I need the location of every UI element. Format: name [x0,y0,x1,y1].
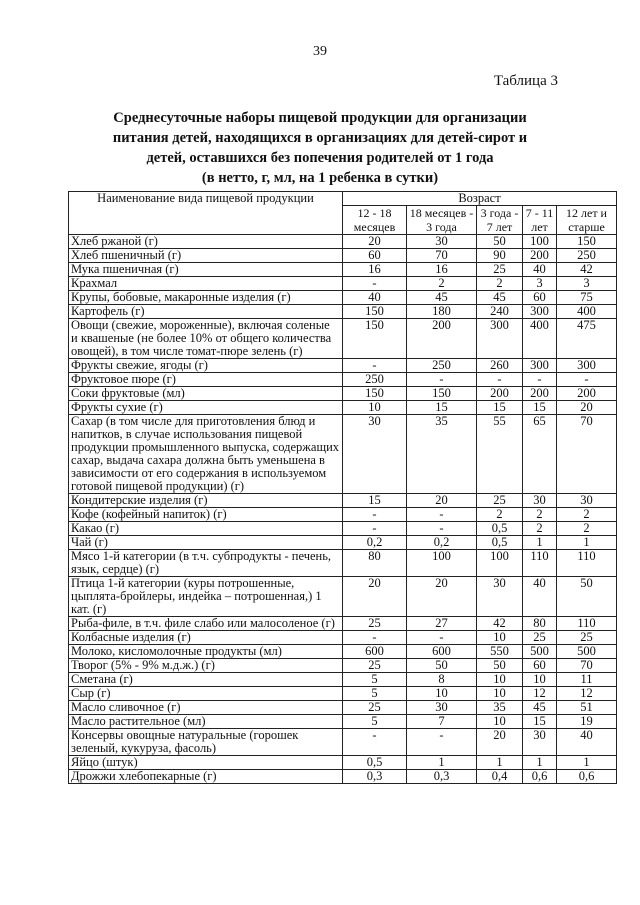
value-cell: 50 [407,659,477,673]
product-name-cell [69,415,343,494]
value-cell: 7 [407,715,477,729]
value-cell: 240 [477,305,523,319]
product-name-cell [69,319,343,359]
value-cell: 45 [523,701,557,715]
value-cell: 30 [557,494,617,508]
table-row [69,373,617,387]
product-name-line: Мука пшеничная (г) [71,262,179,276]
value-cell: 1 [477,756,523,770]
value-cell: - [407,522,477,536]
value-cell: 475 [557,319,617,359]
value-cell: 2 [477,508,523,522]
value-cell: - [407,729,477,756]
value-cell: 200 [477,387,523,401]
value-cell: 40 [523,577,557,617]
value-cell: 150 [407,387,477,401]
value-cell: 150 [557,235,617,249]
product-name-line: Фрукты свежие, ягоды (г) [71,358,208,372]
value-cell: 0,5 [477,536,523,550]
value-cell: 45 [477,291,523,305]
value-cell: 0,2 [407,536,477,550]
value-cell: 70 [557,415,617,494]
product-name-line: Колбасные изделия (г) [71,630,191,644]
value-cell: 3 [557,277,617,291]
title-line: питания детей, находящихся в организациях для детей-сирот и [112,130,528,146]
product-name-line: Консервы овощные натуральные (горошек [71,728,299,742]
title-line: детей, оставшихся без попечения родителей от 1 года [146,150,494,166]
value-cell: 250 [557,249,617,263]
value-cell: 15 [523,715,557,729]
value-cell: 500 [557,645,617,659]
value-cell: 25 [343,701,407,715]
table-row [69,577,617,617]
table-row [69,756,617,770]
value-cell: 1 [407,756,477,770]
product-name-line: Картофель (г) [71,304,145,318]
table-label: Таблица 3 [493,73,558,89]
table-row [69,494,617,508]
value-cell: 20 [557,401,617,415]
value-cell: - [343,277,407,291]
product-name-line: Соки фруктовые (мл) [71,386,185,400]
product-name-line: Хлеб пшеничный (г) [71,248,182,262]
value-cell: 200 [557,387,617,401]
product-name-line: напитков, в случае использования пищевой [71,427,303,441]
product-name-line: Крахмал [71,276,118,290]
table-row [69,687,617,701]
value-cell: 600 [343,645,407,659]
value-cell: 25 [477,494,523,508]
value-cell: 180 [407,305,477,319]
value-cell: - [407,373,477,387]
value-cell: 400 [523,319,557,359]
value-cell: 0,5 [477,522,523,536]
table-row [69,249,617,263]
value-cell: 42 [557,263,617,277]
value-cell: 20 [407,577,477,617]
table-row [69,359,617,373]
value-cell: 40 [343,291,407,305]
header-age: Возраст [343,192,617,206]
table-row [69,631,617,645]
product-name-cell [69,715,343,729]
value-cell: 250 [343,373,407,387]
value-cell: 0,6 [557,770,617,784]
product-name-cell [69,659,343,673]
product-name-line: Масло сливочное (г) [71,700,181,714]
product-name-line: Фруктовое пюре (г) [71,372,176,386]
value-cell: 60 [523,659,557,673]
value-cell: 8 [407,673,477,687]
title-line: Среднесуточные наборы пищевой продукции для организации [113,110,527,126]
header-age-group-line: лет [531,220,548,234]
title-line: (в нетто, г, мл, на 1 ребенка в сутки) [201,170,439,186]
value-cell: 1 [523,756,557,770]
value-cell: 2 [523,522,557,536]
value-cell: 1 [557,536,617,550]
value-cell: 0,3 [407,770,477,784]
value-cell: 110 [523,550,557,577]
product-name-cell [69,508,343,522]
table-row [69,673,617,687]
product-name-line: Яйцо (штук) [71,755,138,769]
product-name-cell [69,729,343,756]
value-cell: 30 [407,235,477,249]
value-cell: 51 [557,701,617,715]
value-cell: 45 [407,291,477,305]
product-name-line: Чай (г) [71,535,108,549]
value-cell: 25 [343,659,407,673]
header-age-group-line: 7 - 11 [525,206,554,220]
value-cell: 300 [477,319,523,359]
value-cell: 90 [477,249,523,263]
product-name-cell [69,550,343,577]
value-cell: 10 [477,631,523,645]
header-age-group-line: 7 лет [486,220,513,234]
product-name-line: Дрожжи хлебопекарные (г) [71,769,217,783]
product-name-line: Кофе (кофейный напиток) (г) [71,507,227,521]
value-cell: 2 [523,508,557,522]
table-row [69,401,617,415]
product-name-line: и квашеные (не более 10% от общего количества [71,331,332,345]
value-cell: 200 [523,387,557,401]
product-name-line: Рыба-филе, в т.ч. филе слабо или малосоленое (г) [71,616,335,630]
value-cell: 110 [557,617,617,631]
value-cell: 0,2 [343,536,407,550]
value-cell: 30 [343,415,407,494]
product-name-line: сахар, выдача сахара должна быть уменьшена в [71,453,325,467]
value-cell: 1 [557,756,617,770]
value-cell: 20 [477,729,523,756]
product-name-cell [69,291,343,305]
food-table-body [69,235,617,784]
value-cell: 260 [477,359,523,373]
value-cell: 30 [407,701,477,715]
value-cell: 80 [523,617,557,631]
value-cell: - [523,373,557,387]
value-cell: 25 [523,631,557,645]
value-cell: 300 [557,359,617,373]
value-cell: 25 [343,617,407,631]
table-row [69,415,617,494]
value-cell: 5 [343,715,407,729]
value-cell: - [343,359,407,373]
value-cell: 60 [523,291,557,305]
header-age-group-line: месяцев [353,220,396,234]
value-cell: 50 [477,659,523,673]
value-cell: 40 [557,729,617,756]
product-name-cell [69,770,343,784]
value-cell: 30 [523,494,557,508]
table-row [69,305,617,319]
value-cell: 150 [343,305,407,319]
product-name-cell [69,387,343,401]
product-name-line: овощей), в том числе томат-пюре зелень (г) [71,344,303,358]
value-cell: 400 [557,305,617,319]
value-cell: 12 [557,687,617,701]
value-cell: 100 [407,550,477,577]
table-row [69,291,617,305]
product-name-line: Творог (5% - 9% м.д.ж.) (г) [71,658,215,672]
value-cell: 40 [523,263,557,277]
product-name-line: готовой пищевой продукции) (г) [71,479,245,493]
value-cell: 27 [407,617,477,631]
value-cell: 10 [407,687,477,701]
value-cell: 10 [523,673,557,687]
product-name-line: зависимости от его содержания в используемом [71,466,327,480]
value-cell: 200 [407,319,477,359]
value-cell: 25 [557,631,617,645]
table-row [69,263,617,277]
table-row [69,277,617,291]
value-cell: - [343,729,407,756]
table-row [69,550,617,577]
value-cell: - [343,522,407,536]
value-cell: 200 [523,249,557,263]
table-row [69,508,617,522]
product-name-cell [69,263,343,277]
value-cell: - [407,508,477,522]
product-name-line: Мясо 1-й категории (в т.ч. субпродукты - печень, [71,549,332,563]
table-row [69,729,617,756]
value-cell: 60 [343,249,407,263]
value-cell: 25 [477,263,523,277]
product-name-cell [69,756,343,770]
value-cell: - [407,631,477,645]
value-cell: 75 [557,291,617,305]
value-cell: 65 [523,415,557,494]
value-cell: 250 [407,359,477,373]
header-age-group-line: 3 года [426,220,457,234]
value-cell: 30 [523,729,557,756]
table-row [69,387,617,401]
value-cell: 15 [343,494,407,508]
value-cell: 19 [557,715,617,729]
value-cell: 55 [477,415,523,494]
product-name-cell [69,522,343,536]
product-name-cell [69,536,343,550]
table-row [69,536,617,550]
product-name-line: зеленый, кукуруза, фасоль) [71,741,217,755]
value-cell: 50 [477,235,523,249]
product-name-line: Сметана (г) [71,672,133,686]
value-cell: 150 [343,319,407,359]
value-cell: 20 [343,577,407,617]
product-name-cell [69,645,343,659]
value-cell: - [343,631,407,645]
product-name-line: Сахар (в том числе для приготовления блюд и [71,414,316,428]
header-age-group-line: 12 лет и [566,206,607,220]
value-cell: 2 [407,277,477,291]
value-cell: 16 [407,263,477,277]
product-name-cell [69,494,343,508]
header-age-group-line: старше [568,220,605,234]
table-row [69,659,617,673]
table-row [69,617,617,631]
product-name-line: Птица 1-й категории (куры потрошенные, [71,576,295,590]
value-cell: 2 [557,508,617,522]
table-row [69,645,617,659]
value-cell: 3 [523,277,557,291]
page-number: 39 [313,44,327,59]
header-product-name: Наименование вида пищевой продукции [69,192,343,235]
product-name-cell [69,701,343,715]
product-name-cell [69,373,343,387]
value-cell: 15 [523,401,557,415]
table-row [69,701,617,715]
value-cell: 0,5 [343,756,407,770]
product-name-line: продукции промышленного выпуска, содержащих [71,440,340,454]
product-name-line: Кондитерские изделия (г) [71,493,208,507]
value-cell: 11 [557,673,617,687]
value-cell: 35 [477,701,523,715]
value-cell: 10 [343,401,407,415]
value-cell: 1 [523,536,557,550]
value-cell: 20 [343,235,407,249]
product-name-cell [69,401,343,415]
value-cell: 30 [477,577,523,617]
product-name-line: Фрукты сухие (г) [71,400,163,414]
value-cell: 0,6 [523,770,557,784]
product-name-cell [69,249,343,263]
product-name-cell [69,631,343,645]
value-cell: - [343,508,407,522]
product-name-line: Молоко, кисломолочные продукты (мл) [71,644,282,658]
header-age-group [343,206,407,235]
header-age-group [557,206,617,235]
product-name-line: Крупы, бобовые, макаронные изделия (г) [71,290,291,304]
food-norms-table [68,191,617,784]
value-cell: 0,4 [477,770,523,784]
header-age-group-line: 12 - 18 [357,206,392,220]
table-row [69,770,617,784]
product-name-line: Хлеб ржаной (г) [71,234,158,248]
product-name-line: Овощи (свежие, мороженные), включая соленые [71,318,330,332]
product-name-cell [69,359,343,373]
value-cell: 500 [523,645,557,659]
value-cell: 20 [407,494,477,508]
value-cell: - [557,373,617,387]
table-row [69,522,617,536]
value-cell: 150 [343,387,407,401]
value-cell: 600 [407,645,477,659]
product-name-line: язык, сердце) (г) [71,562,160,576]
value-cell: 5 [343,687,407,701]
product-name-line: цыплята-бройлеры, индейка – потрошенная,) 1 [71,589,322,603]
product-name-cell [69,577,343,617]
header-age-group-line: 18 месяцев - [409,206,474,220]
product-name-cell [69,277,343,291]
header-age-group [407,206,477,235]
value-cell: 35 [407,415,477,494]
product-name-line: Какао (г) [71,521,119,535]
value-cell: 70 [557,659,617,673]
document-title [80,108,560,188]
product-name-cell [69,687,343,701]
value-cell: 550 [477,645,523,659]
value-cell: 300 [523,305,557,319]
value-cell: 5 [343,673,407,687]
table-row [69,715,617,729]
value-cell: 10 [477,673,523,687]
value-cell: 16 [343,263,407,277]
value-cell: - [477,373,523,387]
value-cell: 15 [407,401,477,415]
value-cell: 0,3 [343,770,407,784]
product-name-line: кат. (г) [71,602,107,616]
value-cell: 42 [477,617,523,631]
value-cell: 100 [477,550,523,577]
value-cell: 70 [407,249,477,263]
header-age-group [477,206,523,235]
value-cell: 110 [557,550,617,577]
value-cell: 10 [477,687,523,701]
table-row [69,235,617,249]
header-age-group-line: 3 года - [480,206,519,220]
value-cell: 10 [477,715,523,729]
product-name-cell [69,617,343,631]
value-cell: 50 [557,577,617,617]
product-name-cell [69,235,343,249]
value-cell: 2 [477,277,523,291]
value-cell: 12 [523,687,557,701]
value-cell: 300 [523,359,557,373]
value-cell: 100 [523,235,557,249]
value-cell: 80 [343,550,407,577]
header-age-group [523,206,557,235]
product-name-line: Масло растительное (мл) [71,714,206,728]
table-row [69,319,617,359]
value-cell: 2 [557,522,617,536]
product-name-cell [69,673,343,687]
product-name-line: Сыр (г) [71,686,111,700]
product-name-cell [69,305,343,319]
value-cell: 15 [477,401,523,415]
